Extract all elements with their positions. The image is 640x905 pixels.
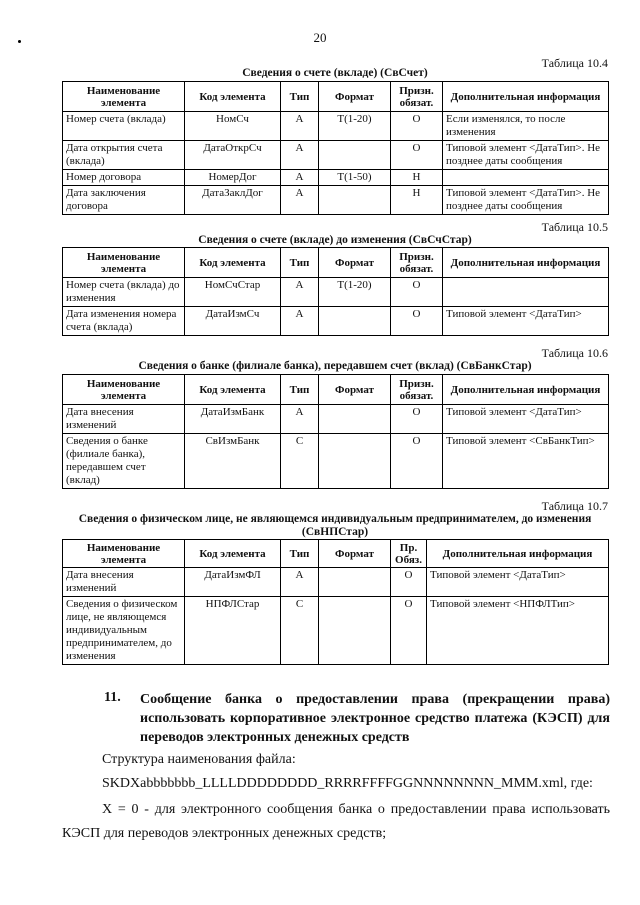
cell: ДатаОткрСч [185,141,281,170]
cell: Типовой элемент <НПФЛТип> [427,597,609,665]
header-cell: Призн. обязат. [391,248,443,278]
cell: ДатаИзмБанк [185,405,281,434]
cell: Типовой элемент <ДатаТип>. Не позднее даты сообщения [443,141,609,170]
cell [319,405,391,434]
cell: Типовой элемент <ДатаТип> [427,568,609,597]
cell: О [391,597,427,665]
table-10-6-title: Сведения о банке (филиале банка), передавшем счет (вклад) (СвБанкСтар) [138,360,532,372]
header-cell: Тип [281,248,319,278]
cell: Дата открытия счета (вклада) [63,141,185,170]
cell: О [391,112,443,141]
table-10-4 [62,81,609,215]
header-cell: Формат [319,82,391,112]
cell: О [391,307,443,336]
header-cell: Формат [319,540,391,568]
header-cell: Призн. обязат. [391,82,443,112]
header-cell: Пр. Обяз. [391,540,427,568]
header-cell: Наименование элемента [63,375,185,405]
header-cell: Код элемента [185,375,281,405]
cell: А [281,405,319,434]
cell [319,141,391,170]
cell: Н [391,186,443,215]
cell: Типовой элемент <ДатаТип> [443,405,609,434]
table-10-6-label: Таблица 10.6 [541,346,608,360]
cell: О [391,141,443,170]
cell: А [281,170,319,186]
cell: О [391,278,443,307]
cell: Типовой элемент <СвБанкТип> [443,434,609,489]
x-description: X = 0 - для электронного сообщения банка о предоставлении права использовать КЭСП для переводов электронных денежных средств; [62,802,610,841]
header-cell: Призн. обязат. [391,375,443,405]
cell: С [281,434,319,489]
table-row [63,597,609,665]
header-cell: Дополнительная информация [443,248,609,278]
header-cell: Код элемента [185,82,281,112]
header-cell: Код элемента [185,248,281,278]
cell: А [281,141,319,170]
header-cell: Формат [319,375,391,405]
cell: Дата внесения изменений [63,568,185,597]
cell: Номер счета (вклада) [63,112,185,141]
cell: А [281,278,319,307]
cell: Номер счета (вклада) до изменения [63,278,185,307]
cell: А [281,112,319,141]
cell: О [391,434,443,489]
table-10-5 [62,247,609,336]
cell: НомСч [185,112,281,141]
cell: Т(1-20) [319,278,391,307]
table-row [63,141,609,170]
cell [443,278,609,307]
table-row [63,112,609,141]
cell: Сведения о физическом лице, не являющемся индивидуальным предпринимателем, до изменения [63,597,185,665]
table-10-6 [62,374,609,489]
cell: СвИзмБанк [185,434,281,489]
cell: Сведения о банке (филиале банка), передавшем счет (вклад) [63,434,185,489]
cell: ДатаИзмСч [185,307,281,336]
cell [319,597,391,665]
header-cell: Тип [281,82,319,112]
table-10-5-label: Таблица 10.5 [541,220,608,234]
cell: Типовой элемент <ДатаТип> [443,307,609,336]
cell: О [391,568,427,597]
cell: Дата заключения договора [63,186,185,215]
section-title: Сообщение банка о предоставлении права (прекращении права) использовать корпоративное электронное средство платежа (КЭСП) для переводов электронных денежных средств [140,692,610,745]
table-10-7-title: Сведения о физическом лице, не являющемся индивидуальным предпринимателем, до изменения (СвНПСтар) [78,513,592,538]
cell [319,307,391,336]
cell [319,186,391,215]
cell [319,434,391,489]
cell: ДатаЗаклДог [185,186,281,215]
header-cell: Тип [281,540,319,568]
header-cell: Тип [281,375,319,405]
table-10-5-title: Сведения о счете (вкладе) до изменения (СвСчСтар) [198,234,472,246]
structure-label: Структура наименования файла: [102,752,296,767]
cell: НомерДог [185,170,281,186]
header-cell: Наименование элемента [63,248,185,278]
table-row [63,405,609,434]
table-row [63,434,609,489]
cell: Т(1-20) [319,112,391,141]
cell: Н [391,170,443,186]
cell: НПФЛСтар [185,597,281,665]
header-cell: Наименование элемента [63,82,185,112]
header-cell: Дополнительная информация [443,82,609,112]
table-10-7-label: Таблица 10.7 [541,499,608,513]
header-cell: Код элемента [185,540,281,568]
table-row [63,186,609,215]
cell: Дата изменения номера счета (вклада) [63,307,185,336]
cell: ДатаИзмФЛ [185,568,281,597]
table-row [63,568,609,597]
section-number: 11. [104,690,121,705]
table-10-4-title: Сведения о счете (вкладе) (СвСчет) [242,67,428,79]
table-10-4-label: Таблица 10.4 [541,56,608,70]
cell: Т(1-50) [319,170,391,186]
cell: А [281,186,319,215]
cell: А [281,307,319,336]
header-cell: Дополнительная информация [443,375,609,405]
cell: Если изменялся, то после изменения [443,112,609,141]
page-number: 20 [313,30,327,45]
table-row [63,170,609,186]
cell: Номер договора [63,170,185,186]
table-10-7 [62,539,609,665]
header-cell: Дополнительная информация [427,540,609,568]
header-cell: Формат [319,248,391,278]
cell [443,170,609,186]
cell [319,568,391,597]
cell: А [281,568,319,597]
cell: О [391,405,443,434]
cell: С [281,597,319,665]
table-row [63,307,609,336]
cell: Типовой элемент <ДатаТип>. Не позднее даты сообщения [443,186,609,215]
table-row [63,278,609,307]
header-cell: Наименование элемента [63,540,185,568]
filename-pattern: SKDXabbbbbbb_LLLLDDDDDDDD_RRRRFFFFGGNNNNNNNN_MMM.xml, где: [102,776,593,791]
cell: Дата внесения изменений [63,405,185,434]
cell: НомСчСтар [185,278,281,307]
